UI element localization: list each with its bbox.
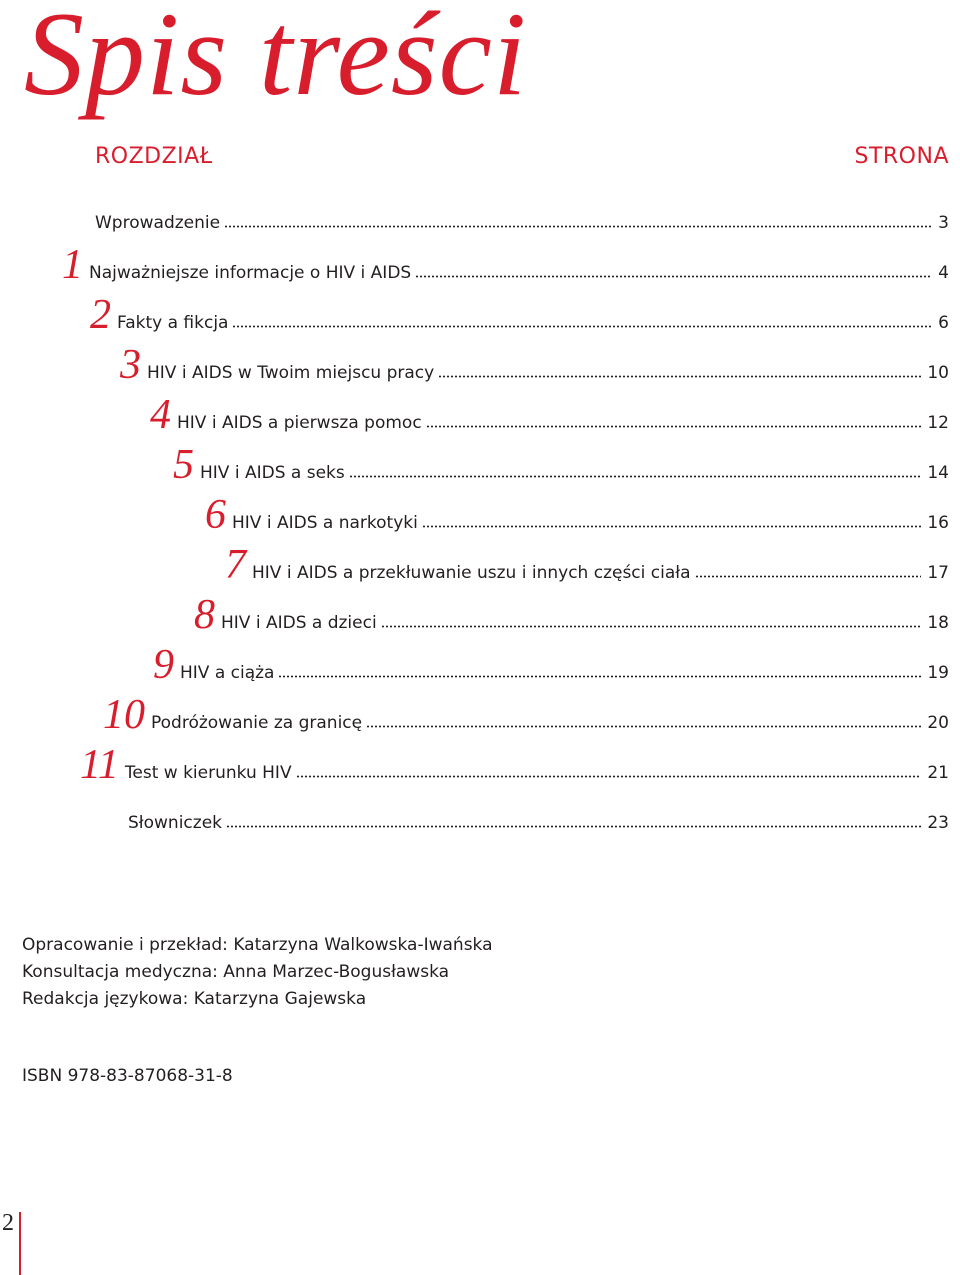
credits-block	[22, 932, 493, 1013]
chapter-number: 1	[62, 242, 83, 288]
dot-leader	[366, 724, 921, 729]
dot-leader	[381, 624, 922, 629]
credit-language-editing: Redakcja językowa: Katarzyna Gajewska	[22, 989, 367, 1009]
toc-entry-chapter-10[interactable]	[103, 692, 949, 738]
toc-entry-page: 3	[938, 213, 949, 233]
toc-entry-chapter-4[interactable]	[150, 392, 949, 438]
toc-entry-page: 6	[938, 313, 949, 333]
toc-entry-page: 23	[927, 813, 949, 833]
toc-entry-page: 14	[927, 463, 949, 483]
toc-entry-chapter-8[interactable]	[194, 592, 949, 638]
toc-entry-page: 17	[927, 563, 949, 583]
page-number: 2	[2, 1210, 14, 1236]
toc-entry-page: 4	[938, 263, 949, 283]
isbn-number: ISBN 978-83-87068-31-8	[22, 1066, 233, 1086]
toc-entry-label: HIV i AIDS a pierwsza pomoc	[177, 413, 422, 433]
dot-leader	[278, 674, 921, 679]
toc-entry-page: 18	[927, 613, 949, 633]
toc-entry-label: Test w kierunku HIV	[124, 763, 292, 783]
toc-entry-chapter-6[interactable]	[205, 492, 949, 538]
toc-entry-introduction[interactable]	[95, 195, 949, 235]
chapter-number: 8	[194, 592, 215, 638]
toc-entry-glossary[interactable]	[128, 795, 949, 835]
toc-entry-page: 12	[927, 413, 949, 433]
chapter-number: 4	[150, 392, 171, 438]
dot-leader	[422, 524, 922, 529]
toc-entry-label: Wprowadzenie	[95, 213, 221, 233]
toc-entry-label: Najważniejsze informacje o HIV i AIDS	[89, 263, 412, 283]
toc-entry-label: Podróżowanie za granicę	[151, 713, 363, 733]
toc-entry-label: HIV i AIDS a narkotyki	[232, 513, 418, 533]
chapter-number: 2	[90, 292, 111, 338]
chapter-number: 6	[205, 492, 226, 538]
dot-leader	[224, 224, 932, 229]
dot-leader	[695, 574, 922, 579]
dot-leader	[226, 824, 921, 829]
toc-entry-chapter-11[interactable]	[80, 742, 949, 788]
dot-leader	[232, 324, 932, 329]
chapter-number: 11	[80, 742, 119, 788]
toc-entry-label: HIV i AIDS a dzieci	[221, 613, 377, 633]
credit-translation: Opracowanie i przekład: Katarzyna Walkowska-Iwańska	[22, 935, 493, 955]
toc-entry-page: 19	[927, 663, 949, 683]
toc-entry-page: 20	[927, 713, 949, 733]
chapter-number: 10	[103, 692, 145, 738]
toc-entry-chapter-5[interactable]	[173, 442, 949, 488]
dot-leader	[296, 774, 922, 779]
toc-entry-label: HIV a ciąża	[180, 663, 275, 683]
credit-medical-consultation: Konsultacja medyczna: Anna Marzec-Bogusławska	[22, 962, 450, 982]
toc-entry-label: HIV i AIDS a przekłuwanie uszu i innych części ciała	[252, 563, 691, 583]
dot-leader	[349, 474, 922, 479]
toc-entry-page: 16	[927, 513, 949, 533]
chapter-number: 5	[173, 442, 194, 488]
toc-entry-chapter-1[interactable]	[62, 242, 949, 288]
toc-entry-chapter-2[interactable]	[90, 292, 949, 338]
chapter-number: 3	[120, 342, 141, 388]
toc-entry-label: HIV i AIDS a seks	[200, 463, 345, 483]
toc-entry-label: Słowniczek	[128, 813, 222, 833]
toc-entry-label: HIV i AIDS w Twoim miejscu pracy	[147, 363, 435, 383]
page-title: Spis treści	[24, 0, 528, 120]
toc-entry-chapter-7[interactable]	[225, 542, 949, 588]
toc-entry-chapter-9[interactable]	[153, 642, 949, 688]
chapter-number: 7	[225, 542, 246, 588]
dot-leader	[415, 274, 932, 279]
chapter-number: 9	[153, 642, 174, 688]
page-column-header: STRONA	[854, 144, 949, 169]
page-number-rule	[19, 1212, 21, 1275]
dot-leader	[438, 374, 921, 379]
dot-leader	[426, 424, 922, 429]
toc-entry-page: 10	[927, 363, 949, 383]
toc-entry-chapter-3[interactable]	[120, 342, 949, 388]
toc-entry-page: 21	[927, 763, 949, 783]
toc-entry-label: Fakty a fikcja	[117, 313, 229, 333]
chapter-column-header: ROZDZIAŁ	[95, 144, 213, 169]
